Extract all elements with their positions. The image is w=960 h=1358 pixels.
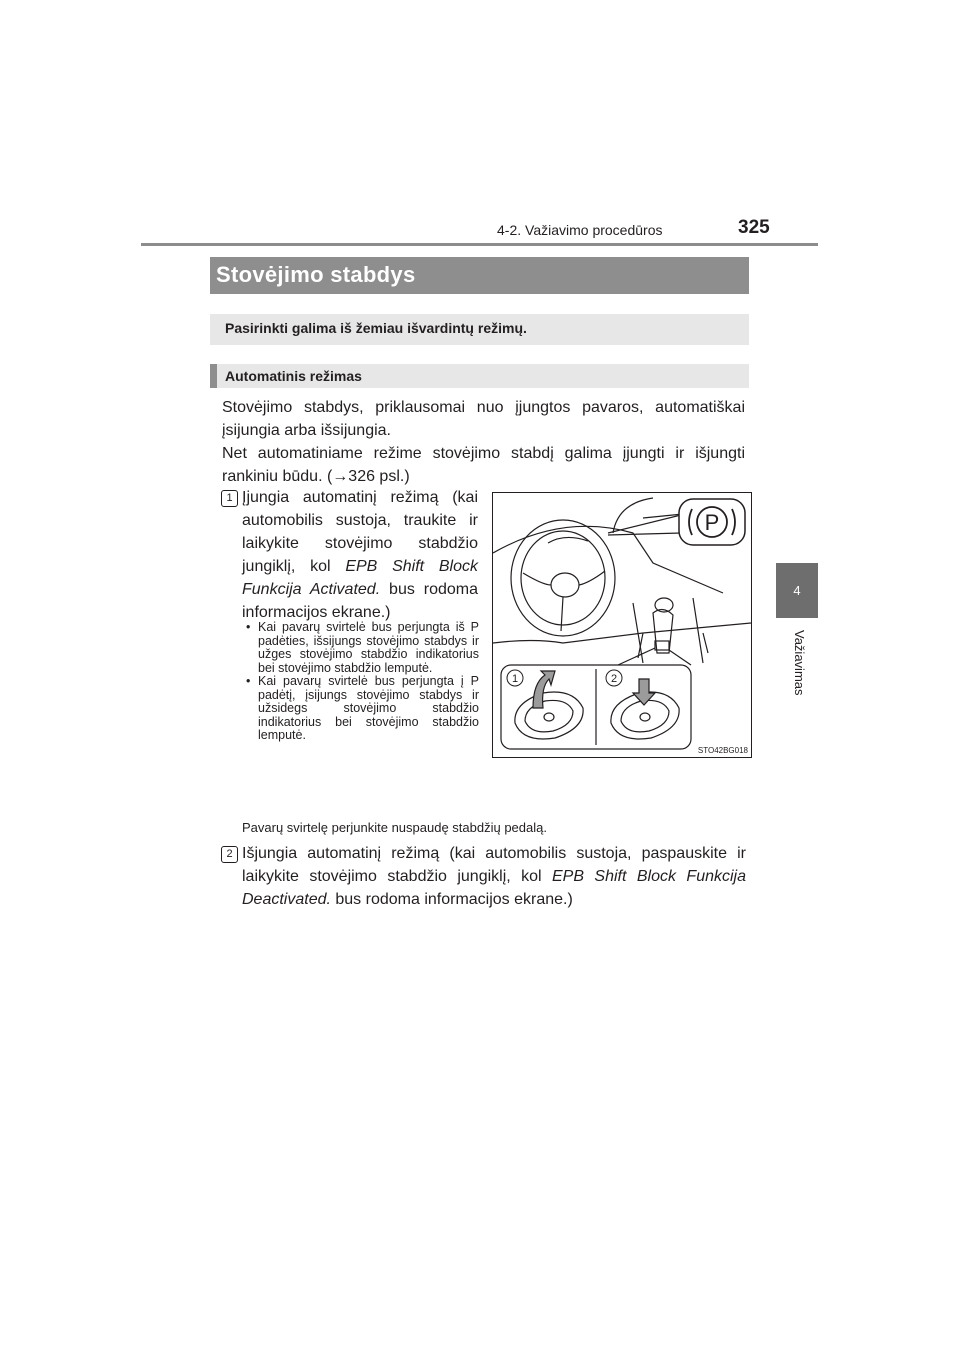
- section-title-band: [210, 257, 749, 294]
- page-number: 325: [738, 217, 770, 238]
- dashboard-drawing: [493, 493, 751, 757]
- parking-brake-illustration: [492, 492, 752, 758]
- chapter-label: Važiavimas: [792, 630, 807, 696]
- step-1-bullets: [244, 621, 479, 743]
- subsection-band: [210, 364, 749, 388]
- body-paragraph-1: Stovėjimo stabdys, priklausomai nuo įjungtos pavaros, automatiškai įsijungia arba išsijungia.: [222, 399, 745, 439]
- callout-1: 1: [511, 673, 519, 685]
- subsection-bar: [210, 364, 217, 388]
- header-rule: [141, 243, 818, 246]
- section-title: Stovėjimo stabdys: [216, 262, 416, 287]
- intro-band: [210, 314, 749, 345]
- step-number-2: 2: [221, 846, 238, 863]
- step-1-note: Pavarų svirtelę perjunkite nuspaudę stabdžių pedalą.: [242, 820, 547, 835]
- illustration-code: STO42BG018: [697, 746, 748, 755]
- parking-brake-symbol-icon: [679, 499, 745, 545]
- p-letter: P: [704, 510, 720, 535]
- bullet-item: • Kai pavarų svirtelė bus perjungta į P padėtį, įsijungs stovėjimo stabdys ir užsidegs stovėjimo stabdžio indikatorius bei stovėjimo stabdžio lemputė.: [244, 675, 479, 743]
- header-section-title: 4-2. Važiavimo procedūros: [497, 222, 663, 238]
- intro-text: Pasirinkti galima iš žemiau išvardintų režimų.: [225, 320, 527, 336]
- chapter-tab: 4: [776, 563, 818, 618]
- bullet-item: • Kai pavarų svirtelė bus perjungta iš P padėties, išsijungs stovėjimo stabdys ir užges stovėjimo stabdžio indikatorius bei stovėjimo stabdžio lemputė.: [244, 621, 479, 675]
- step-2-emphasis: EPB Shift Block Funkcija Deactivated.: [242, 868, 746, 908]
- step-1-emphasis: EPB Shift Block Funkcija Activated.: [242, 558, 478, 598]
- callout-2: 2: [610, 673, 618, 685]
- body-paragraph-2: Net automatiniame režime stovėjimo stabdį galima įjungti ir išjungti rankiniu būdu. (→326 psl.): [222, 445, 745, 485]
- subsection-title: Automatinis režimas: [225, 368, 362, 384]
- step-2-text: Išjungia automatinį režimą (kai automobilis sustoja, paspauskite ir laikykite stovėjimo stabdžio jungiklį, kol EPB Shift Block Funkcija Deactivated. bus rodoma informacijos ekrane.): [242, 845, 746, 908]
- step-number-1: 1: [221, 490, 238, 507]
- step-1-text: Įjungia automatinį režimą (kai automobilis sustoja, traukite ir laikykite stovėjimo stabdžio jungiklį, kol EPB Shift Block Funkcija Activated. bus rodoma informacijos ekrane.): [242, 489, 479, 621]
